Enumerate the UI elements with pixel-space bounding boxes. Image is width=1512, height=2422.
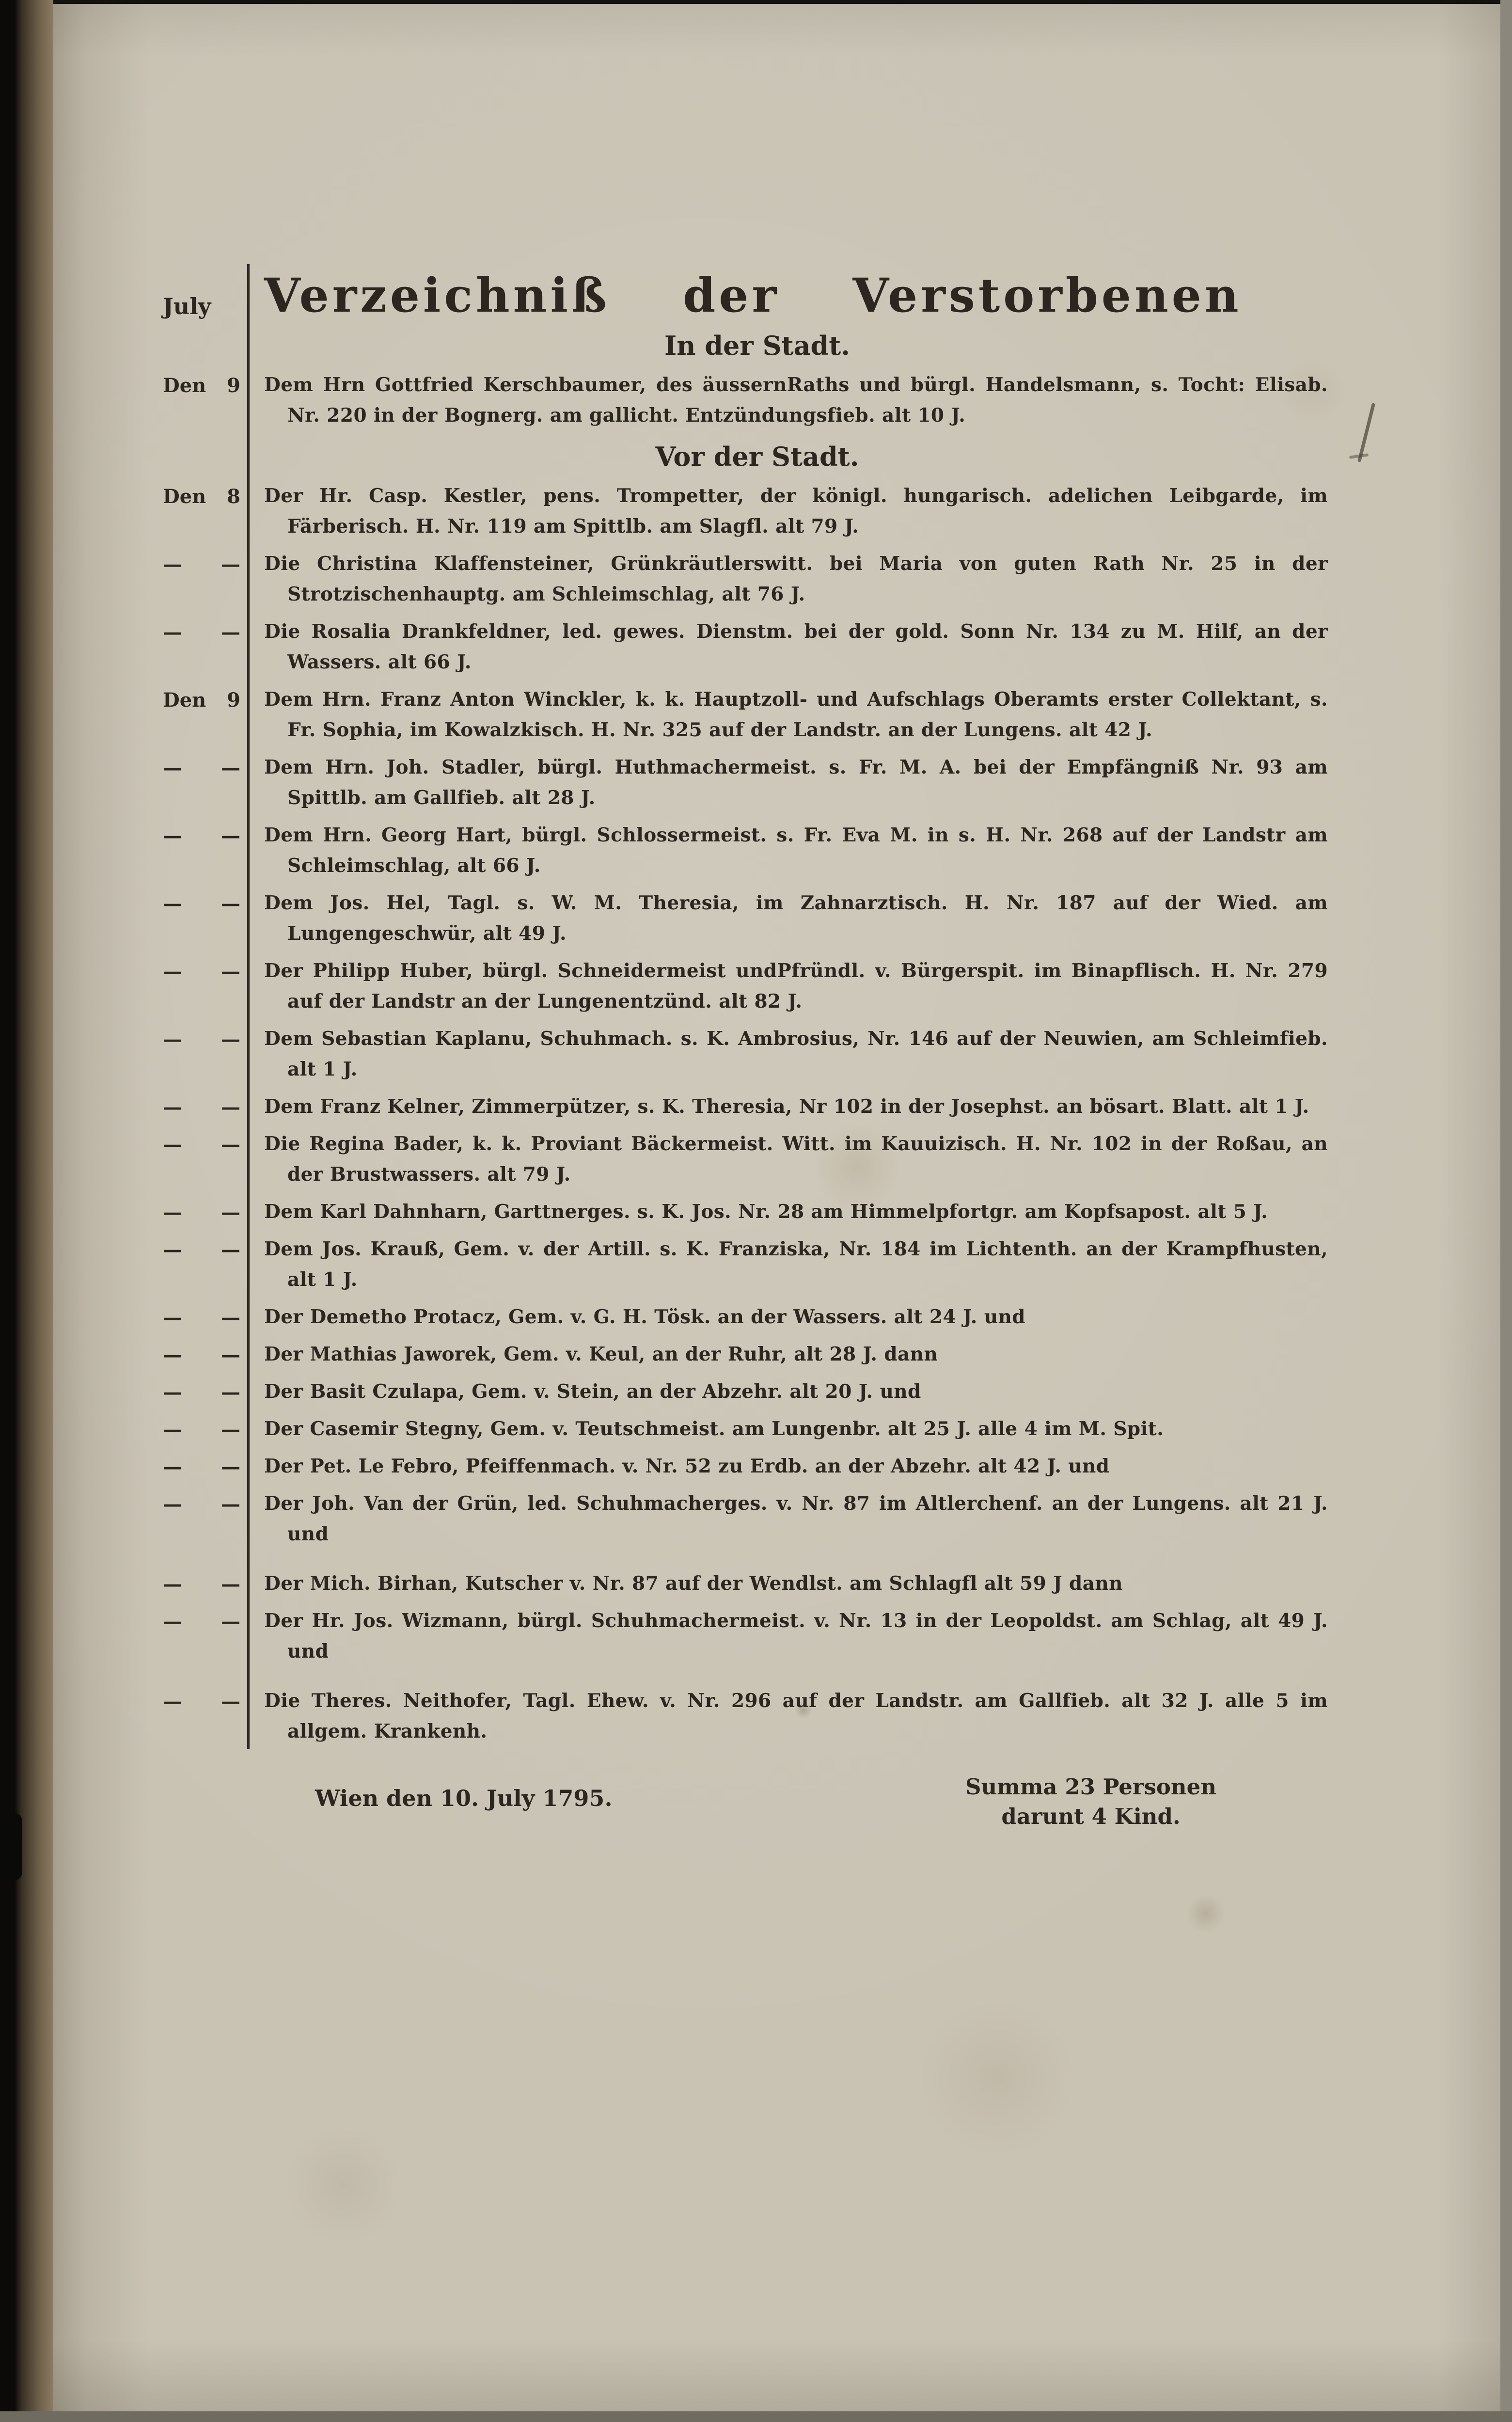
page-right-edge	[1500, 0, 1512, 2422]
entry-text: Dem Hrn. Georg Hart, bürgl. Schlossermeist. s. Fr. Eva M. in s. H. Nr. 268 auf der Landstr am Schleimschlag, alt 66 J.	[264, 823, 1328, 877]
entry-date-token: —	[221, 960, 240, 983]
entry-text-cell	[247, 612, 1328, 680]
summary-block	[965, 1773, 1216, 1832]
entry-text: Dem Karl Dahnharn, Garttnerges. s. K. Jos. Nr. 28 am Himmelpfortgr. am Kopfsapost. alt 5 J.	[264, 1200, 1268, 1223]
entry-date	[160, 884, 247, 951]
entry-text: Dem Hrn. Franz Anton Winckler, k. k. Hauptzoll- und Aufschlags Oberamts erster Collektant, s. Fr. Sophia, im Kowalzkisch. H. Nr. 325 auf der Landstr. an der Lungens. alt 42 J.	[264, 688, 1328, 741]
entry-row	[160, 1447, 1328, 1484]
title-cell	[247, 264, 1328, 322]
entry-text-cell	[247, 1669, 1328, 1749]
entry-date	[160, 1447, 247, 1484]
listing	[160, 264, 1328, 1831]
entry-row	[160, 1087, 1328, 1124]
entry-date-token: Den	[163, 688, 206, 712]
entry-date-token: —	[163, 1572, 182, 1596]
entry-text-cell	[247, 1192, 1328, 1230]
entry-date-token: —	[221, 756, 240, 779]
entries-area	[160, 322, 1328, 1749]
entry-row	[160, 1552, 1328, 1601]
entry-date	[160, 1230, 247, 1298]
entry-date	[160, 1087, 247, 1124]
entry-date	[160, 1601, 247, 1669]
entry-row	[160, 1601, 1328, 1669]
entry-text-cell	[247, 1484, 1328, 1552]
entry-date-token: —	[163, 1418, 182, 1441]
entry-text: Dem Hrn Gottfried Kerschbaumer, des äussernRaths und bürgl. Handelsmann, s. Tocht: Elisab. Nr. 220 in der Bognerg. am gallicht. Entzündungsfieb. alt 10 J.	[264, 374, 1328, 427]
month-text: July	[163, 293, 211, 319]
entry-date-token: —	[163, 1306, 182, 1329]
entry-text: Der Mathias Jaworek, Gem. v. Keul, an der Ruhr, alt 28 J. dann	[264, 1343, 938, 1365]
entry-date	[160, 544, 247, 612]
entry-row	[160, 1298, 1328, 1335]
entry-row	[160, 1192, 1328, 1230]
entry-text: Dem Jos. Hel, Tagl. s. W. M. Theresia, im Zahnarztisch. H. Nr. 187 auf der Wied. am Lungengeschwür, alt 49 J.	[264, 891, 1328, 945]
entry-date-token: —	[163, 1343, 182, 1366]
entry-date	[160, 951, 247, 1019]
entry-text-cell	[247, 1335, 1328, 1372]
entry-date-token: —	[163, 1610, 182, 1633]
entry-row	[160, 1669, 1328, 1749]
entry-date-token: Den	[163, 485, 206, 508]
entry-text-cell	[247, 680, 1328, 748]
entry-date	[160, 1298, 247, 1335]
entry-row	[160, 748, 1328, 816]
entry-date-token: —	[221, 1610, 240, 1633]
entry-date-token: —	[163, 1095, 182, 1119]
entry-row	[160, 612, 1328, 680]
entry-date-token: —	[163, 1238, 182, 1261]
entry-date-token: —	[221, 1133, 240, 1156]
entry-date-token: —	[221, 1455, 240, 1478]
entry-text-cell	[247, 884, 1328, 951]
entry-text: Der Basit Czulapa, Gem. v. Stein, an der Abzehr. alt 20 J. und	[264, 1380, 921, 1403]
entry-date-token: Den	[163, 374, 206, 397]
entry-date-token: —	[163, 1380, 182, 1404]
book-binding-edge	[0, 0, 53, 2422]
entry-date-token: —	[221, 1343, 240, 1366]
entry-date	[160, 1019, 247, 1087]
entry-date-token: —	[163, 892, 182, 915]
entry-row	[160, 1335, 1328, 1372]
entry-text: Die Regina Bader, k. k. Proviant Bäckermeist. Witt. im Kauuizisch. H. Nr. 102 in der Roßau, an der Brustwassers. alt 79 J.	[264, 1132, 1328, 1186]
month-label	[160, 264, 247, 322]
footer	[160, 1749, 1328, 1832]
entry-text-cell	[247, 1372, 1328, 1409]
entry-text-cell	[247, 1552, 1328, 1601]
entry-text-cell	[247, 1409, 1328, 1447]
entry-date-token: —	[163, 553, 182, 576]
entry-date-token: —	[221, 1238, 240, 1261]
entry-date-token: —	[221, 1492, 240, 1516]
entry-row	[160, 544, 1328, 612]
entry-date	[160, 476, 247, 544]
entry-date-token: —	[221, 1418, 240, 1441]
page-bottom-edge	[0, 2411, 1512, 2422]
entry-date	[160, 1669, 247, 1749]
entry-date-token: —	[221, 1572, 240, 1596]
entry-date	[160, 816, 247, 884]
entry-date-token: —	[163, 1028, 182, 1051]
entry-date-token: —	[163, 1492, 182, 1516]
entry-text: Der Casemir Stegny, Gem. v. Teutschmeist. am Lungenbr. alt 25 J. alle 4 im M. Spit.	[264, 1417, 1164, 1440]
entry-text: Dem Jos. Krauß, Gem. v. der Artill. s. K. Franziska, Nr. 184 im Lichtenth. an der Krampfhusten, alt 1 J.	[264, 1237, 1328, 1291]
entry-text: Dem Hrn. Joh. Stadler, bürgl. Huthmachermeist. s. Fr. M. A. bei der Empfängniß Nr. 93 am Spittlb. am Gallfieb. alt 28 J.	[264, 756, 1328, 809]
entry-date	[160, 1409, 247, 1447]
entry-text-cell	[247, 1298, 1328, 1335]
entry-text: Dem Sebastian Kaplanu, Schuhmach. s. K. Ambrosius, Nr. 146 auf der Neuwien, am Schleimfieb. alt 1 J.	[264, 1027, 1328, 1080]
entry-date-token: —	[221, 1306, 240, 1329]
entry-row	[160, 1409, 1328, 1447]
entry-date-token: —	[163, 756, 182, 779]
entry-date-token: —	[221, 1201, 240, 1224]
entry-date-token: —	[163, 620, 182, 644]
entry-text-cell	[247, 1447, 1328, 1484]
entry-text-cell	[247, 1124, 1328, 1192]
entry-text: Der Hr. Casp. Kestler, pens. Trompetter, der königl. hungarisch. adelichen Leibgarde, im Färberisch. H. Nr. 119 am Spittlb. am Slagfl. alt 79 J.	[264, 484, 1328, 538]
entry-row	[160, 365, 1328, 433]
entry-date-token: 8	[227, 485, 240, 508]
section-heading: Vor der Stadt.	[655, 441, 859, 473]
entry-date-token: —	[221, 1690, 240, 1713]
section-heading-row	[160, 322, 1328, 365]
entry-text: Die Rosalia Drankfeldner, led. gewes. Dienstm. bei der gold. Sonn Nr. 134 zu M. Hilf, an der Wassers. alt 66 J.	[264, 620, 1328, 673]
entry-date-token: —	[221, 553, 240, 576]
date-cell-empty	[160, 322, 247, 365]
section-heading: In der Stadt.	[664, 330, 850, 362]
summary-line-1: Summa 23 Personen	[965, 1773, 1216, 1800]
section-heading-cell	[247, 322, 1328, 365]
section-heading-row	[160, 433, 1328, 476]
entry-date-token: —	[163, 1201, 182, 1224]
entry-date-token: —	[163, 824, 182, 847]
entry-date	[160, 1124, 247, 1192]
entry-date-token: —	[163, 1690, 182, 1713]
entry-date-token: —	[163, 1455, 182, 1478]
entry-text: Der Philipp Huber, bürgl. Schneidermeist undPfründl. v. Bürgerspit. im Binapflisch. H. Nr. 279 auf der Landstr an der Lungenentzünd. alt 82 J.	[264, 959, 1328, 1013]
entry-row	[160, 816, 1328, 884]
entry-date-token: —	[221, 1380, 240, 1404]
entry-text-cell	[247, 1601, 1328, 1669]
entry-date-token: —	[221, 892, 240, 915]
scanned-page	[52, 4, 1501, 2412]
entry-text-cell	[247, 951, 1328, 1019]
entry-text-cell	[247, 365, 1328, 433]
entry-text-cell	[247, 476, 1328, 544]
entry-text: Der Joh. Van der Grün, led. Schuhmacherges. v. Nr. 87 im Altlerchenf. an der Lungens. alt 21 J. und	[264, 1492, 1328, 1545]
entry-text-cell	[247, 1230, 1328, 1298]
entry-text-cell	[247, 1087, 1328, 1124]
entry-date-token: —	[221, 1028, 240, 1051]
entry-date	[160, 1552, 247, 1601]
entry-text: Dem Franz Kelner, Zimmerpützer, s. K. Theresia, Nr 102 in der Josephst. an bösart. Blatt. alt 1 J.	[264, 1095, 1309, 1118]
entry-text: Die Christina Klaffensteiner, Grünkräutlerswitt. bei Maria von guten Rath Nr. 25 in der Strotzischenhauptg. am Schleimschlag, alt 76 J.	[264, 552, 1328, 605]
entry-date	[160, 365, 247, 433]
entry-row	[160, 1019, 1328, 1087]
title-row	[160, 264, 1328, 322]
section-heading-cell	[247, 433, 1328, 476]
entry-text: Der Mich. Birhan, Kutscher v. Nr. 87 auf der Wendlst. am Schlagfl alt 59 J dann	[264, 1572, 1123, 1595]
entry-row	[160, 476, 1328, 544]
entry-date-token: 9	[227, 374, 240, 397]
entry-text-cell	[247, 816, 1328, 884]
entry-date	[160, 1484, 247, 1552]
entry-date	[160, 1335, 247, 1372]
entry-row	[160, 884, 1328, 951]
entry-date-token: 9	[227, 688, 240, 712]
entry-date-token: —	[221, 620, 240, 644]
entry-text: Die Theres. Neithofer, Tagl. Ehew. v. Nr. 296 auf der Landstr. am Gallfieb. alt 32 J. alle 5 im allgem. Krankenh.	[264, 1689, 1328, 1742]
entry-row	[160, 1372, 1328, 1409]
summary-line-2: darunt 4 Kind.	[1001, 1803, 1181, 1829]
entry-text-cell	[247, 544, 1328, 612]
entry-text: Der Hr. Jos. Wizmann, bürgl. Schuhmachermeist. v. Nr. 13 in der Leopoldst. am Schlag, alt 49 J. und	[264, 1609, 1328, 1662]
entry-date-token: —	[163, 1133, 182, 1156]
entry-date-token: —	[163, 960, 182, 983]
page-title: Verzeichniß der Verstorbenen	[264, 268, 1242, 323]
entry-text: Der Demetho Protacz, Gem. v. G. H. Tösk. an der Wassers. alt 24 J. und	[264, 1305, 1025, 1328]
date-cell-empty	[160, 433, 247, 476]
entry-text: Der Pet. Le Febro, Pfeiffenmach. v. Nr. 52 zu Erdb. an der Abzehr. alt 42 J. und	[264, 1455, 1110, 1477]
entry-row	[160, 951, 1328, 1019]
entry-date	[160, 680, 247, 748]
entry-row	[160, 680, 1328, 748]
entry-text-cell	[247, 748, 1328, 816]
binding-tab-mark	[0, 1813, 22, 1881]
place-date: Wien den 10. July 1795.	[315, 1785, 613, 1811]
entry-date	[160, 1372, 247, 1409]
entry-row	[160, 1230, 1328, 1298]
entry-row	[160, 1484, 1328, 1552]
entry-row	[160, 1124, 1328, 1192]
entry-date	[160, 748, 247, 816]
entry-date	[160, 612, 247, 680]
entry-date-token: —	[221, 1095, 240, 1119]
entry-date-token: —	[221, 824, 240, 847]
entry-date	[160, 1192, 247, 1230]
entry-text-cell	[247, 1019, 1328, 1087]
